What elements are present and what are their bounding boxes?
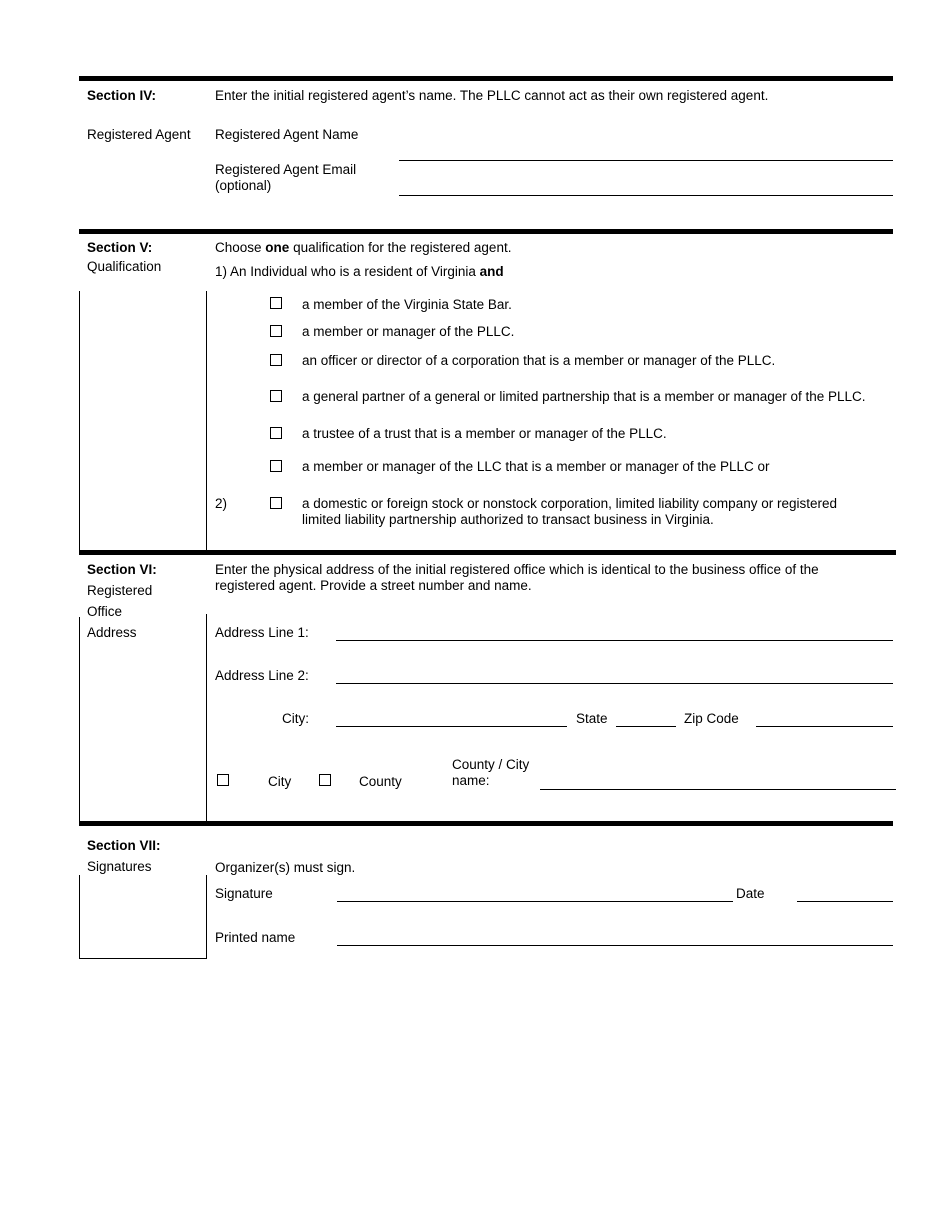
address-line-2-label: Address Line 2: <box>215 668 309 683</box>
option-state-bar-label: a member of the Virginia State Bar. <box>302 297 512 312</box>
instruction-text-pre: Choose <box>215 240 266 255</box>
section-vi-heading: Section VI: <box>87 562 157 577</box>
registered-agent-email-label-line2: (optional) <box>215 178 272 193</box>
option-1-heading <box>215 264 504 279</box>
address-line-1-label: Address Line 1: <box>215 625 309 640</box>
section-vi-column-divider <box>206 614 207 822</box>
section-vii-top-rule <box>79 821 893 826</box>
section-vi-sub-registered: Registered <box>87 583 153 598</box>
signature-label: Signature <box>215 886 273 901</box>
county-city-name-input[interactable] <box>540 771 896 790</box>
section-iv-heading: Section IV: <box>87 88 157 103</box>
registered-agent-email-label <box>215 162 356 194</box>
city-option-label: City <box>268 774 292 789</box>
registered-agent-email-label-line1: Registered Agent Email <box>215 162 357 177</box>
section-v-heading: Section V: <box>87 240 153 255</box>
option-general-partner-label: a general partner of a general or limited partnership that is a member or manager of the PLLC. <box>302 389 866 404</box>
section-v-instruction <box>215 240 511 255</box>
state-input[interactable] <box>616 708 676 727</box>
section-vi-sub-office: Office <box>87 604 123 619</box>
county-option-label: County <box>359 774 402 789</box>
county-option-checkbox[interactable] <box>319 774 331 786</box>
city-label: City: <box>282 711 309 726</box>
address-line-1-input[interactable] <box>336 622 893 641</box>
section-v-top-rule <box>79 229 893 234</box>
section-vii-left-border <box>79 875 80 959</box>
section-v-column-divider <box>206 291 207 553</box>
option-corp-officer-label: an officer or director of a corporation that is a member or manager of the PLLC. <box>302 353 776 368</box>
option-1-text: 1) An Individual who is a resident of Virginia <box>215 264 480 279</box>
city-option-checkbox[interactable] <box>217 774 229 786</box>
section-iv-subheading: Registered Agent <box>87 127 191 142</box>
signature-input[interactable] <box>337 883 733 902</box>
instruction-text-bold: one <box>265 240 290 255</box>
option-llc-member-checkbox[interactable] <box>270 460 282 472</box>
option-pllc-member-checkbox[interactable] <box>270 325 282 337</box>
section-vi-top-rule <box>79 550 896 555</box>
section-vii-instruction: Organizer(s) must sign. <box>215 860 356 875</box>
county-city-name-label-line1: County / City <box>452 757 530 772</box>
instruction-text-post: qualification for the registered agent. <box>289 240 512 255</box>
option-state-bar-checkbox[interactable] <box>270 297 282 309</box>
registered-agent-name-label: Registered Agent Name <box>215 127 359 142</box>
option-trustee-checkbox[interactable] <box>270 427 282 439</box>
section-v-subheading: Qualification <box>87 259 162 274</box>
option-entity-checkbox[interactable] <box>270 497 282 509</box>
section-vi-instruction: Enter the physical address of the initial registered office which is identical to the business office of the registered agent. Provide a street number and name. <box>215 562 819 593</box>
section-vii-bottom-rule <box>79 958 207 959</box>
section-vi-left-border <box>79 617 80 822</box>
address-line-2-input[interactable] <box>336 665 893 684</box>
option-1-bold: and <box>479 264 504 279</box>
section-vi-sub-address: Address <box>87 625 137 640</box>
city-input[interactable] <box>336 708 567 727</box>
option-trustee-label: a trustee of a trust that is a member or manager of the PLLC. <box>302 426 667 441</box>
county-city-name-label <box>452 757 529 789</box>
date-label: Date <box>736 886 765 901</box>
printed-name-label: Printed name <box>215 930 296 945</box>
section-iv-instruction: Enter the initial registered agent’s name. The PLLC cannot act as their own registered agent. <box>215 88 769 103</box>
date-input[interactable] <box>797 883 893 902</box>
option-llc-member-label: a member or manager of the LLC that is a member or manager of the PLLC or <box>302 459 770 474</box>
option-general-partner-checkbox[interactable] <box>270 390 282 402</box>
option-2-number: 2) <box>215 496 228 511</box>
zip-code-input[interactable] <box>756 708 893 727</box>
printed-name-input[interactable] <box>337 927 893 946</box>
state-label: State <box>576 711 608 726</box>
option-pllc-member-label: a member or manager of the PLLC. <box>302 324 515 339</box>
section-iv-top-rule <box>79 76 893 81</box>
section-vii-subheading: Signatures <box>87 859 152 874</box>
county-city-name-label-line2: name: <box>452 773 490 788</box>
registered-agent-email-input[interactable] <box>399 177 893 196</box>
option-corp-officer-checkbox[interactable] <box>270 354 282 366</box>
registered-agent-name-input[interactable] <box>399 142 893 161</box>
section-vii-heading: Section VII: <box>87 838 161 853</box>
section-vii-column-divider <box>206 875 207 959</box>
option-entity-label: a domestic or foreign stock or nonstock corporation, limited liability company or registered limited liability partnership authorized to transact business in Virginia. <box>302 496 837 527</box>
section-v-left-border <box>79 291 80 553</box>
zip-code-label: Zip Code <box>684 711 739 726</box>
